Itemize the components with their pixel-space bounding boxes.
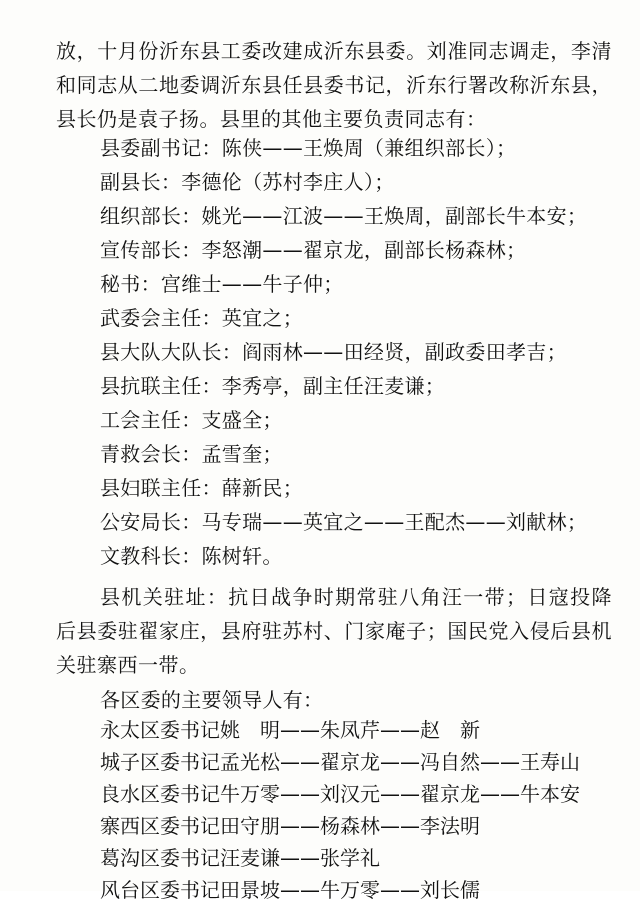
official-line: 县大队大队长：阎雨林——田经贤，副政委田孝吉； — [100, 340, 567, 364]
official-line: 文教科长：陈树轩。 — [100, 544, 283, 568]
official-line: 秘书：宫维士——牛子仲； — [100, 272, 344, 296]
district-line: 城子区委书记孟光松——翟京龙——冯自然——王寿山 — [100, 750, 580, 774]
official-line: 工会主任：支盛全； — [100, 408, 283, 432]
district-line: 葛沟区委书记汪麦谦——张学礼 — [100, 846, 380, 870]
offices-paragraph: 县机关驻址：抗日战争时期常驻八角汪一带；日寇投降后县委驻翟家庄，县府驻苏村、门家庵子；国民党入侵后县机关驻寨西一带。 — [56, 585, 612, 677]
district-intro: 各区委的主要领导人有： — [100, 688, 324, 712]
official-line: 武委会主任：英宜之； — [100, 306, 303, 330]
official-line: 宣传部长：李怒潮——翟京龙，副部长杨森林； — [100, 238, 527, 262]
district-line: 寨西区委书记田守朋——杨森林——李法明 — [100, 814, 480, 838]
official-line: 青救会长：孟雪奎； — [100, 442, 283, 466]
district-line: 永太区委书记姚 明——朱凤芹——赵 新 — [100, 718, 480, 742]
district-line: 良水区委书记牛万零——刘汉元——翟京龙——牛本安 — [100, 782, 580, 806]
intro-paragraph: 放，十月份沂东县工委改建成沂东县委。刘准同志调走，李清和同志从二地委调沂东县任县委书记，沂东行署改称沂东县，县长仍是袁子扬。县里的其他主要负责同志有： — [56, 39, 612, 131]
official-line: 县抗联主任：李秀亭，副主任汪麦谦； — [100, 374, 446, 398]
official-line: 副县长：李德伦（苏村李庄人）； — [100, 170, 395, 194]
district-line: 风台区委书记田景坡——牛万零——刘长儒 — [100, 878, 480, 902]
official-line: 县妇联主任：薛新民； — [100, 476, 303, 500]
official-line: 组织部长：姚光——江波——王焕周，副部长牛本安； — [100, 204, 588, 228]
official-line: 公安局长：马专瑞——英宜之——王配杰——刘献林； — [100, 510, 588, 534]
official-line: 县委副书记：陈侠——王焕周（兼组织部长）； — [100, 136, 517, 160]
